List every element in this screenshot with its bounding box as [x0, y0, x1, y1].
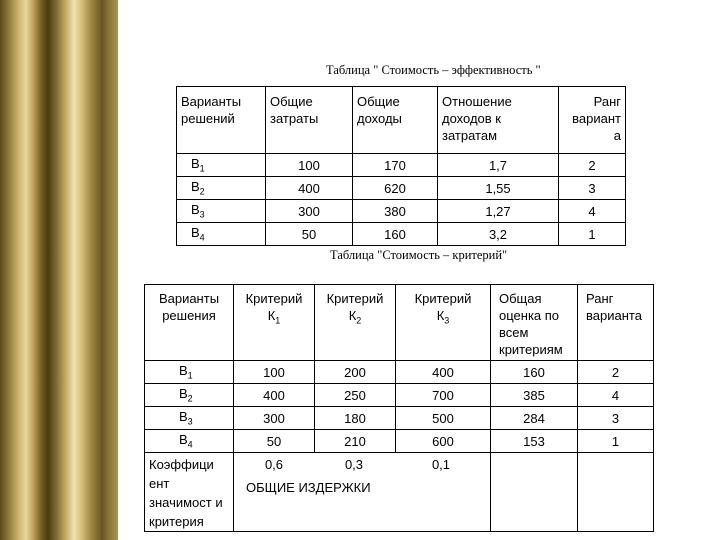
table-row	[145, 361, 654, 384]
row-label: $В_1$	[145, 361, 234, 384]
table-row	[177, 177, 626, 200]
cell-rank: 2	[578, 361, 654, 384]
cell-rank: 1	[578, 430, 654, 453]
cell-ratio: 1,55	[438, 177, 559, 200]
table-row	[177, 154, 626, 177]
cell-total: 153	[491, 430, 578, 453]
cell-cost: 400	[266, 177, 353, 200]
header-rank: Ранг варианта	[578, 285, 654, 361]
coefficients-cell	[234, 453, 491, 532]
coefficient-label: Коэффици ент значимост и критерия	[145, 453, 234, 532]
cell-k2: 180	[315, 407, 396, 430]
coef-k1: 0,6	[264, 457, 284, 472]
cell-total: 160	[491, 361, 578, 384]
table-row	[177, 223, 626, 246]
row-label: $В_2$	[177, 177, 266, 200]
header-variants: Варианты решений	[177, 87, 266, 154]
decorative-gold-rod	[0, 0, 118, 540]
cell-k3: 700	[396, 384, 491, 407]
header-criterion-2: Критерий $К_2$	[315, 285, 396, 361]
cell-rank: 4	[578, 384, 654, 407]
header-ratio: Отношение доходов к затратам	[438, 87, 559, 154]
header-criterion-3: Критерий $К_3$	[396, 285, 491, 361]
row-label: $В_2$	[145, 384, 234, 407]
cell-total: 385	[491, 384, 578, 407]
table-row	[145, 384, 654, 407]
cell-k3: 400	[396, 361, 491, 384]
row-label: $В_4$	[145, 430, 234, 453]
row-label: $В_3$	[177, 200, 266, 223]
table2-title: Таблица "Стоимость – критерий"	[330, 248, 508, 262]
row-label: $В_3$	[145, 407, 234, 430]
row-label: $В_1$	[177, 154, 266, 177]
cell-k2: 210	[315, 430, 396, 453]
empty-cell	[578, 453, 654, 532]
cost-effectiveness-table	[176, 86, 626, 246]
table1-header-row	[177, 87, 626, 154]
header-total-income: Общие доходы	[353, 87, 438, 154]
header-total-score: Общая оценка по всем критериям	[491, 285, 578, 361]
cell-income: 380	[353, 200, 438, 223]
cell-ratio: 3,2	[438, 223, 559, 246]
cell-k3: 600	[396, 430, 491, 453]
row-label: $В_4$	[177, 223, 266, 246]
total-costs-label: ОБЩИЕ ИЗДЕРЖКИ	[246, 480, 371, 495]
cell-cost: 50	[266, 223, 353, 246]
header-criterion-1: Критерий $К_1$	[234, 285, 315, 361]
cell-cost: 100	[266, 154, 353, 177]
cell-cost: 300	[266, 200, 353, 223]
cell-rank: 3	[559, 177, 626, 200]
table-row	[145, 407, 654, 430]
cell-rank: 1	[559, 223, 626, 246]
cell-k3: 500	[396, 407, 491, 430]
table1-title: Таблица " Стоимость – эффективность "	[326, 63, 541, 77]
cell-income: 170	[353, 154, 438, 177]
cell-rank: 2	[559, 154, 626, 177]
cell-k2: 200	[315, 361, 396, 384]
cell-ratio: 1,7	[438, 154, 559, 177]
table2-header-row	[145, 285, 654, 361]
cell-ratio: 1,27	[438, 200, 559, 223]
coefficient-row	[145, 453, 654, 532]
cell-k1: 300	[234, 407, 315, 430]
cell-k2: 250	[315, 384, 396, 407]
cell-k1: 100	[234, 361, 315, 384]
coef-k2: 0,3	[344, 457, 364, 472]
table-row	[177, 200, 626, 223]
cell-income: 620	[353, 177, 438, 200]
table-row	[145, 430, 654, 453]
header-rank: Ранг вариант а	[559, 87, 626, 154]
cell-rank: 4	[559, 200, 626, 223]
header-variants: Варианты решения	[145, 285, 234, 361]
cell-income: 160	[353, 223, 438, 246]
cell-total: 284	[491, 407, 578, 430]
cost-criteria-table	[144, 284, 654, 532]
cell-k1: 400	[234, 384, 315, 407]
coef-k3: 0,1	[431, 457, 451, 472]
cell-rank: 3	[578, 407, 654, 430]
empty-cell	[491, 453, 578, 532]
cell-k1: 50	[234, 430, 315, 453]
header-total-costs: Общие затраты	[266, 87, 353, 154]
